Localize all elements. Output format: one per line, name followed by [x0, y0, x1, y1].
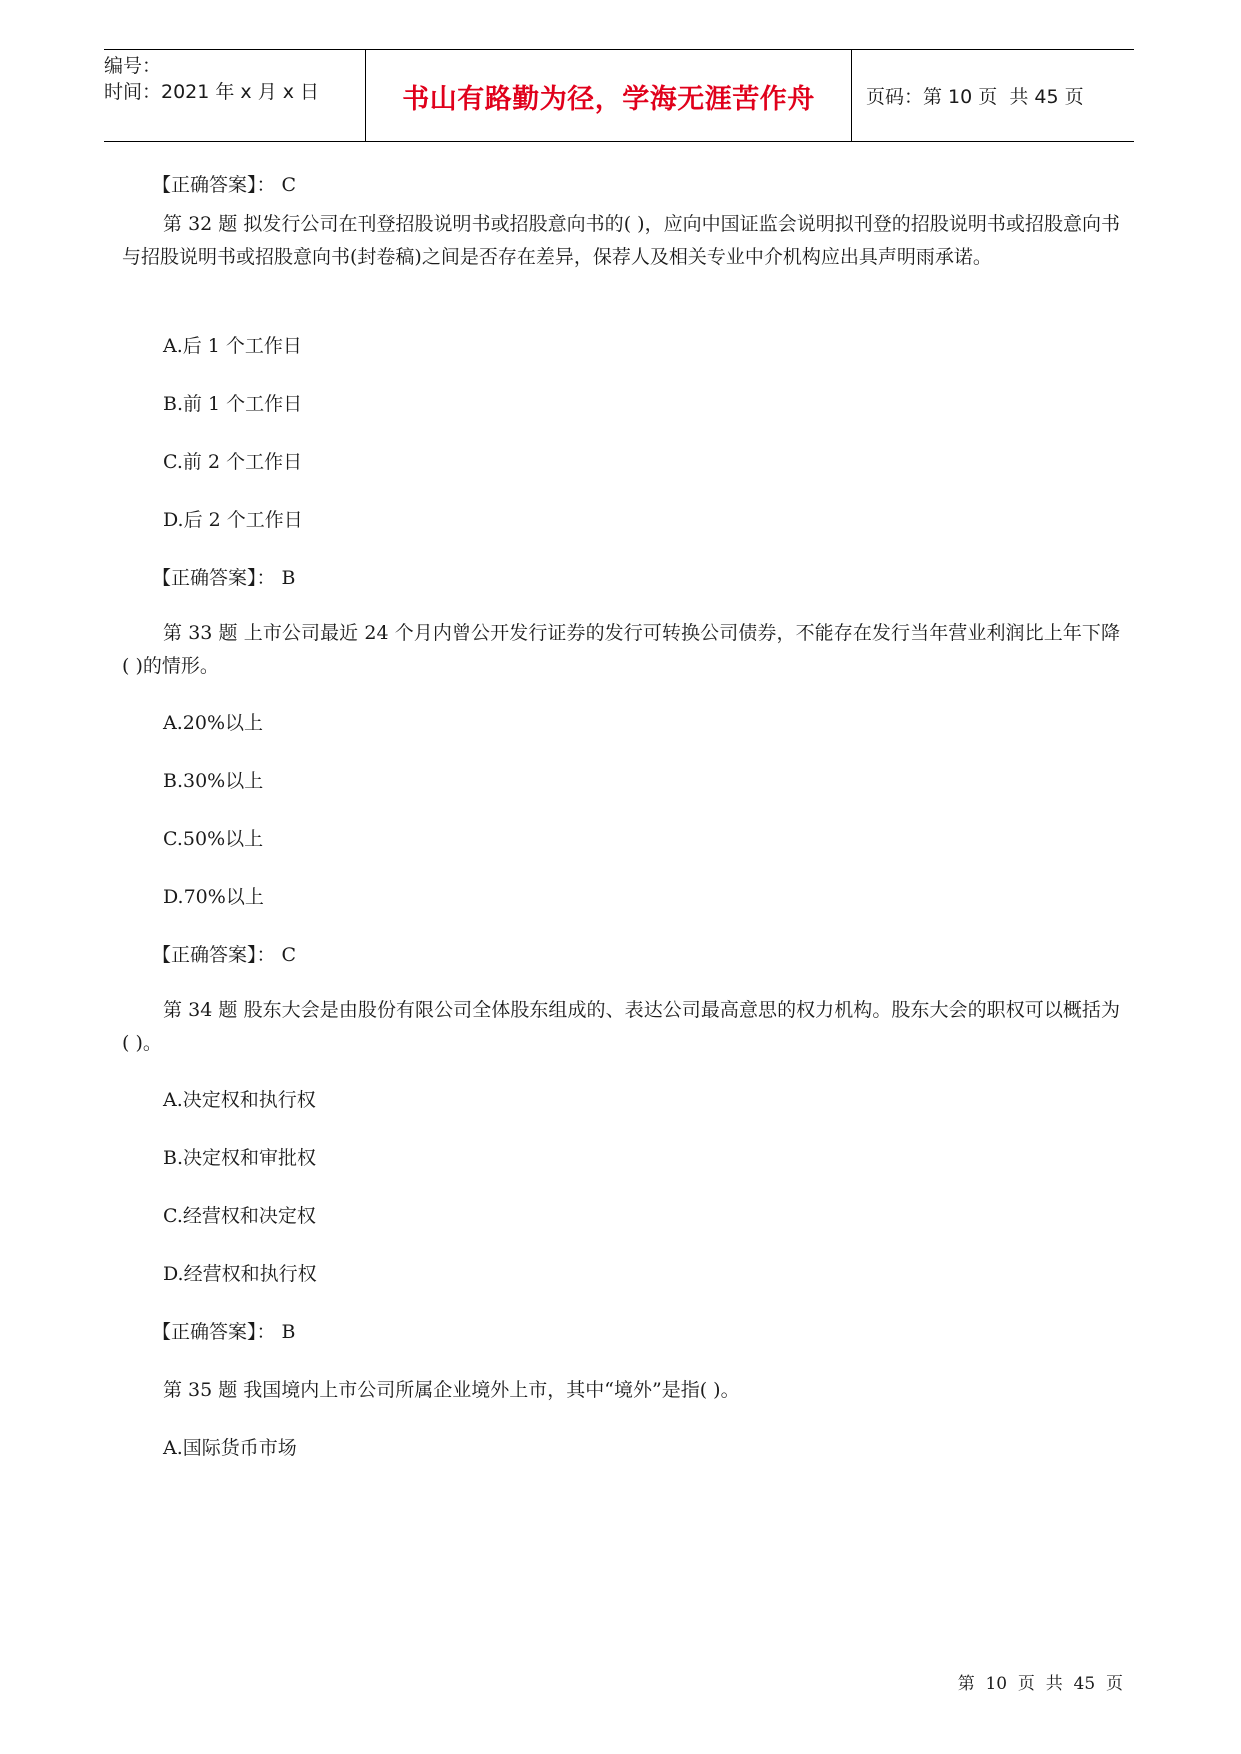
question-32-text: 第 32 题 拟发行公司在刊登招股说明书或招股意向书的( )，应向中国证监会说明拟刊登的招股说明书或招股意向书与招股说明书或招股意向书(封卷稿)之间是否存在差异，保荐人及相关专业中介机构应出具声明雨承诺。: [122, 213, 1120, 268]
header-page-info: [852, 50, 1134, 141]
question-34-option-d: D.经营权和执行权: [163, 1263, 317, 1285]
header-motto: 书山有路勤为径，学海无涯苦作舟: [402, 84, 815, 115]
question-32-option-b: B.前 1 个工作日: [163, 393, 303, 415]
question-33-option-d: D.70%以上: [163, 886, 264, 908]
date-label: 时间：2021 年 x 月 x 日: [104, 81, 320, 103]
page-footer: 第 10 页 共 45 页: [957, 1674, 1123, 1694]
question-33-option-c: C.50%以上: [163, 828, 264, 850]
question-32-option-d: D.后 2 个工作日: [163, 509, 303, 531]
document-header: [104, 49, 1134, 142]
question-35-text: 第 35 题 我国境内上市公司所属企业境外上市，其中“境外”是指( )。: [163, 1379, 740, 1401]
question-35-option-a: A.国际货币市场: [163, 1437, 297, 1459]
question-33-text: 第 33 题 上市公司最近 24 个月内曾公开发行证券的发行可转换公司债券，不能存在发行当年营业利润比上年下降( )的情形。: [122, 622, 1120, 677]
answer-line-33: 【正确答案】： C: [152, 944, 297, 966]
question-33-option-b: B.30%以上: [163, 770, 264, 792]
page-info-text: 页码：第 10 页 共 45 页: [866, 86, 1084, 108]
serial-number-label: 编号：: [104, 55, 162, 77]
question-33-option-a: A.20%以上: [163, 712, 263, 734]
answer-line-31: 【正确答案】： C: [152, 174, 297, 196]
question-34-option-c: C.经营权和决定权: [163, 1205, 316, 1227]
answer-line-32: 【正确答案】： B: [152, 567, 296, 589]
question-32-option-a: A.后 1 个工作日: [163, 335, 302, 357]
question-34-text: 第 34 题 股东大会是由股份有限公司全体股东组成的、表达公司最高意思的权力机构。股东大会的职权可以概括为( )。: [122, 999, 1120, 1054]
header-motto-cell: [366, 50, 852, 141]
question-34-option-b: B.决定权和审批权: [163, 1147, 317, 1169]
question-32-option-c: C.前 2 个工作日: [163, 451, 303, 473]
answer-line-34: 【正确答案】： B: [152, 1321, 296, 1343]
header-meta: [104, 50, 366, 141]
question-34-option-a: A.决定权和执行权: [163, 1089, 316, 1111]
